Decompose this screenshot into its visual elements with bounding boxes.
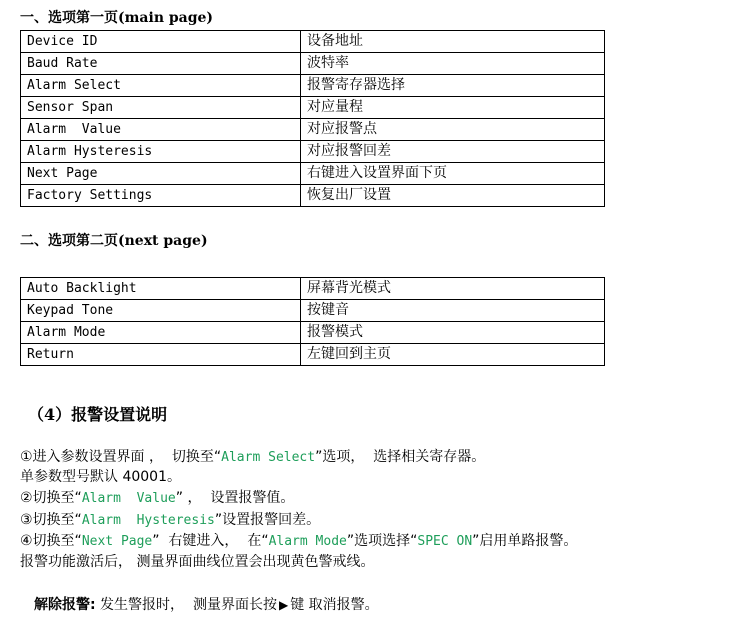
option-name: Alarm Mode	[21, 322, 301, 344]
option-description: 波特率	[301, 53, 605, 75]
instruction-text: ”选项， 选择相关寄存器。	[315, 449, 486, 465]
option-code: Alarm Select	[221, 450, 316, 465]
option-description: 报警寄存器选择	[301, 75, 605, 97]
instruction-text: ①进入参数设置界面 ， 切换至“	[20, 449, 222, 465]
instruction-text: ”设置报警回差。	[214, 512, 321, 528]
option-name: Sensor Span	[21, 97, 301, 119]
instruction-line-1	[20, 448, 485, 467]
instruction-text: ” ， 设置报警值。	[175, 490, 295, 506]
table-row	[21, 119, 605, 141]
option-description: 右键进入设置界面下页	[301, 163, 605, 185]
option-name: Alarm Value	[21, 119, 301, 141]
instruction-line-3	[20, 489, 294, 508]
instruction-line-2: 单参数型号默认 40001。	[20, 469, 181, 485]
option-name: Factory Settings	[21, 185, 301, 207]
option-name: Alarm Select	[21, 75, 301, 97]
option-description: 按键音	[301, 300, 605, 322]
table-row	[21, 300, 605, 322]
instruction-text: ”选项选择“	[346, 533, 418, 549]
option-name: Return	[21, 344, 301, 366]
option-description: 屏幕背光模式	[301, 278, 605, 300]
table-row	[21, 53, 605, 75]
option-description: 恢复出厂设置	[301, 185, 605, 207]
section-title: （4）报警设置说明	[28, 405, 168, 424]
page2-heading: 二、选项第二页(next page)	[20, 233, 208, 249]
table-row	[21, 185, 605, 207]
option-name: Keypad Tone	[21, 300, 301, 322]
option-name: Auto Backlight	[21, 278, 301, 300]
option-name: Baud Rate	[21, 53, 301, 75]
option-description: 对应量程	[301, 97, 605, 119]
option-name: Next Page	[21, 163, 301, 185]
table-row	[21, 31, 605, 53]
table-row	[21, 322, 605, 344]
instruction-text: ” 右键进入， 在“	[152, 533, 269, 549]
next-page-table	[20, 277, 605, 366]
option-code: Next Page	[81, 534, 153, 549]
option-description: 左键回到主页	[301, 344, 605, 366]
cancel-alarm-line	[34, 596, 379, 614]
option-code: Alarm Mode	[268, 534, 347, 549]
right-triangle-icon: ▶	[278, 598, 289, 612]
table-row	[21, 97, 605, 119]
option-description: 设备地址	[301, 31, 605, 53]
table-row	[21, 75, 605, 97]
option-code: SPEC ON	[417, 534, 473, 549]
instruction-line-5	[20, 532, 577, 551]
cancel-alarm-label: 解除报警:	[34, 597, 96, 613]
table-row	[21, 278, 605, 300]
instruction-line-4	[20, 511, 320, 530]
instruction-text: ③切换至“	[20, 512, 82, 528]
table-row	[21, 163, 605, 185]
option-description: 报警模式	[301, 322, 605, 344]
instruction-text: ”启用单路报警。	[472, 533, 578, 549]
option-name: Alarm Hysteresis	[21, 141, 301, 163]
instruction-text: 键 取消报警。	[290, 597, 379, 613]
page1-heading: 一、选项第一页(main page)	[20, 10, 214, 26]
table-row	[21, 344, 605, 366]
instruction-text: ②切换至“	[20, 490, 82, 506]
main-page-table	[20, 30, 605, 207]
instruction-text: ④切换至“	[20, 533, 82, 549]
option-description: 对应报警点	[301, 119, 605, 141]
option-code: Alarm Hysteresis	[81, 513, 215, 528]
option-name: Device ID	[21, 31, 301, 53]
option-description: 对应报警回差	[301, 141, 605, 163]
instruction-line-6: 报警功能激活后， 测量界面曲线位置会出现黄色警戒线。	[20, 554, 375, 570]
table-row	[21, 141, 605, 163]
instruction-text: 发生警报时， 测量界面长按	[95, 597, 277, 613]
option-code: Alarm Value	[81, 491, 176, 506]
